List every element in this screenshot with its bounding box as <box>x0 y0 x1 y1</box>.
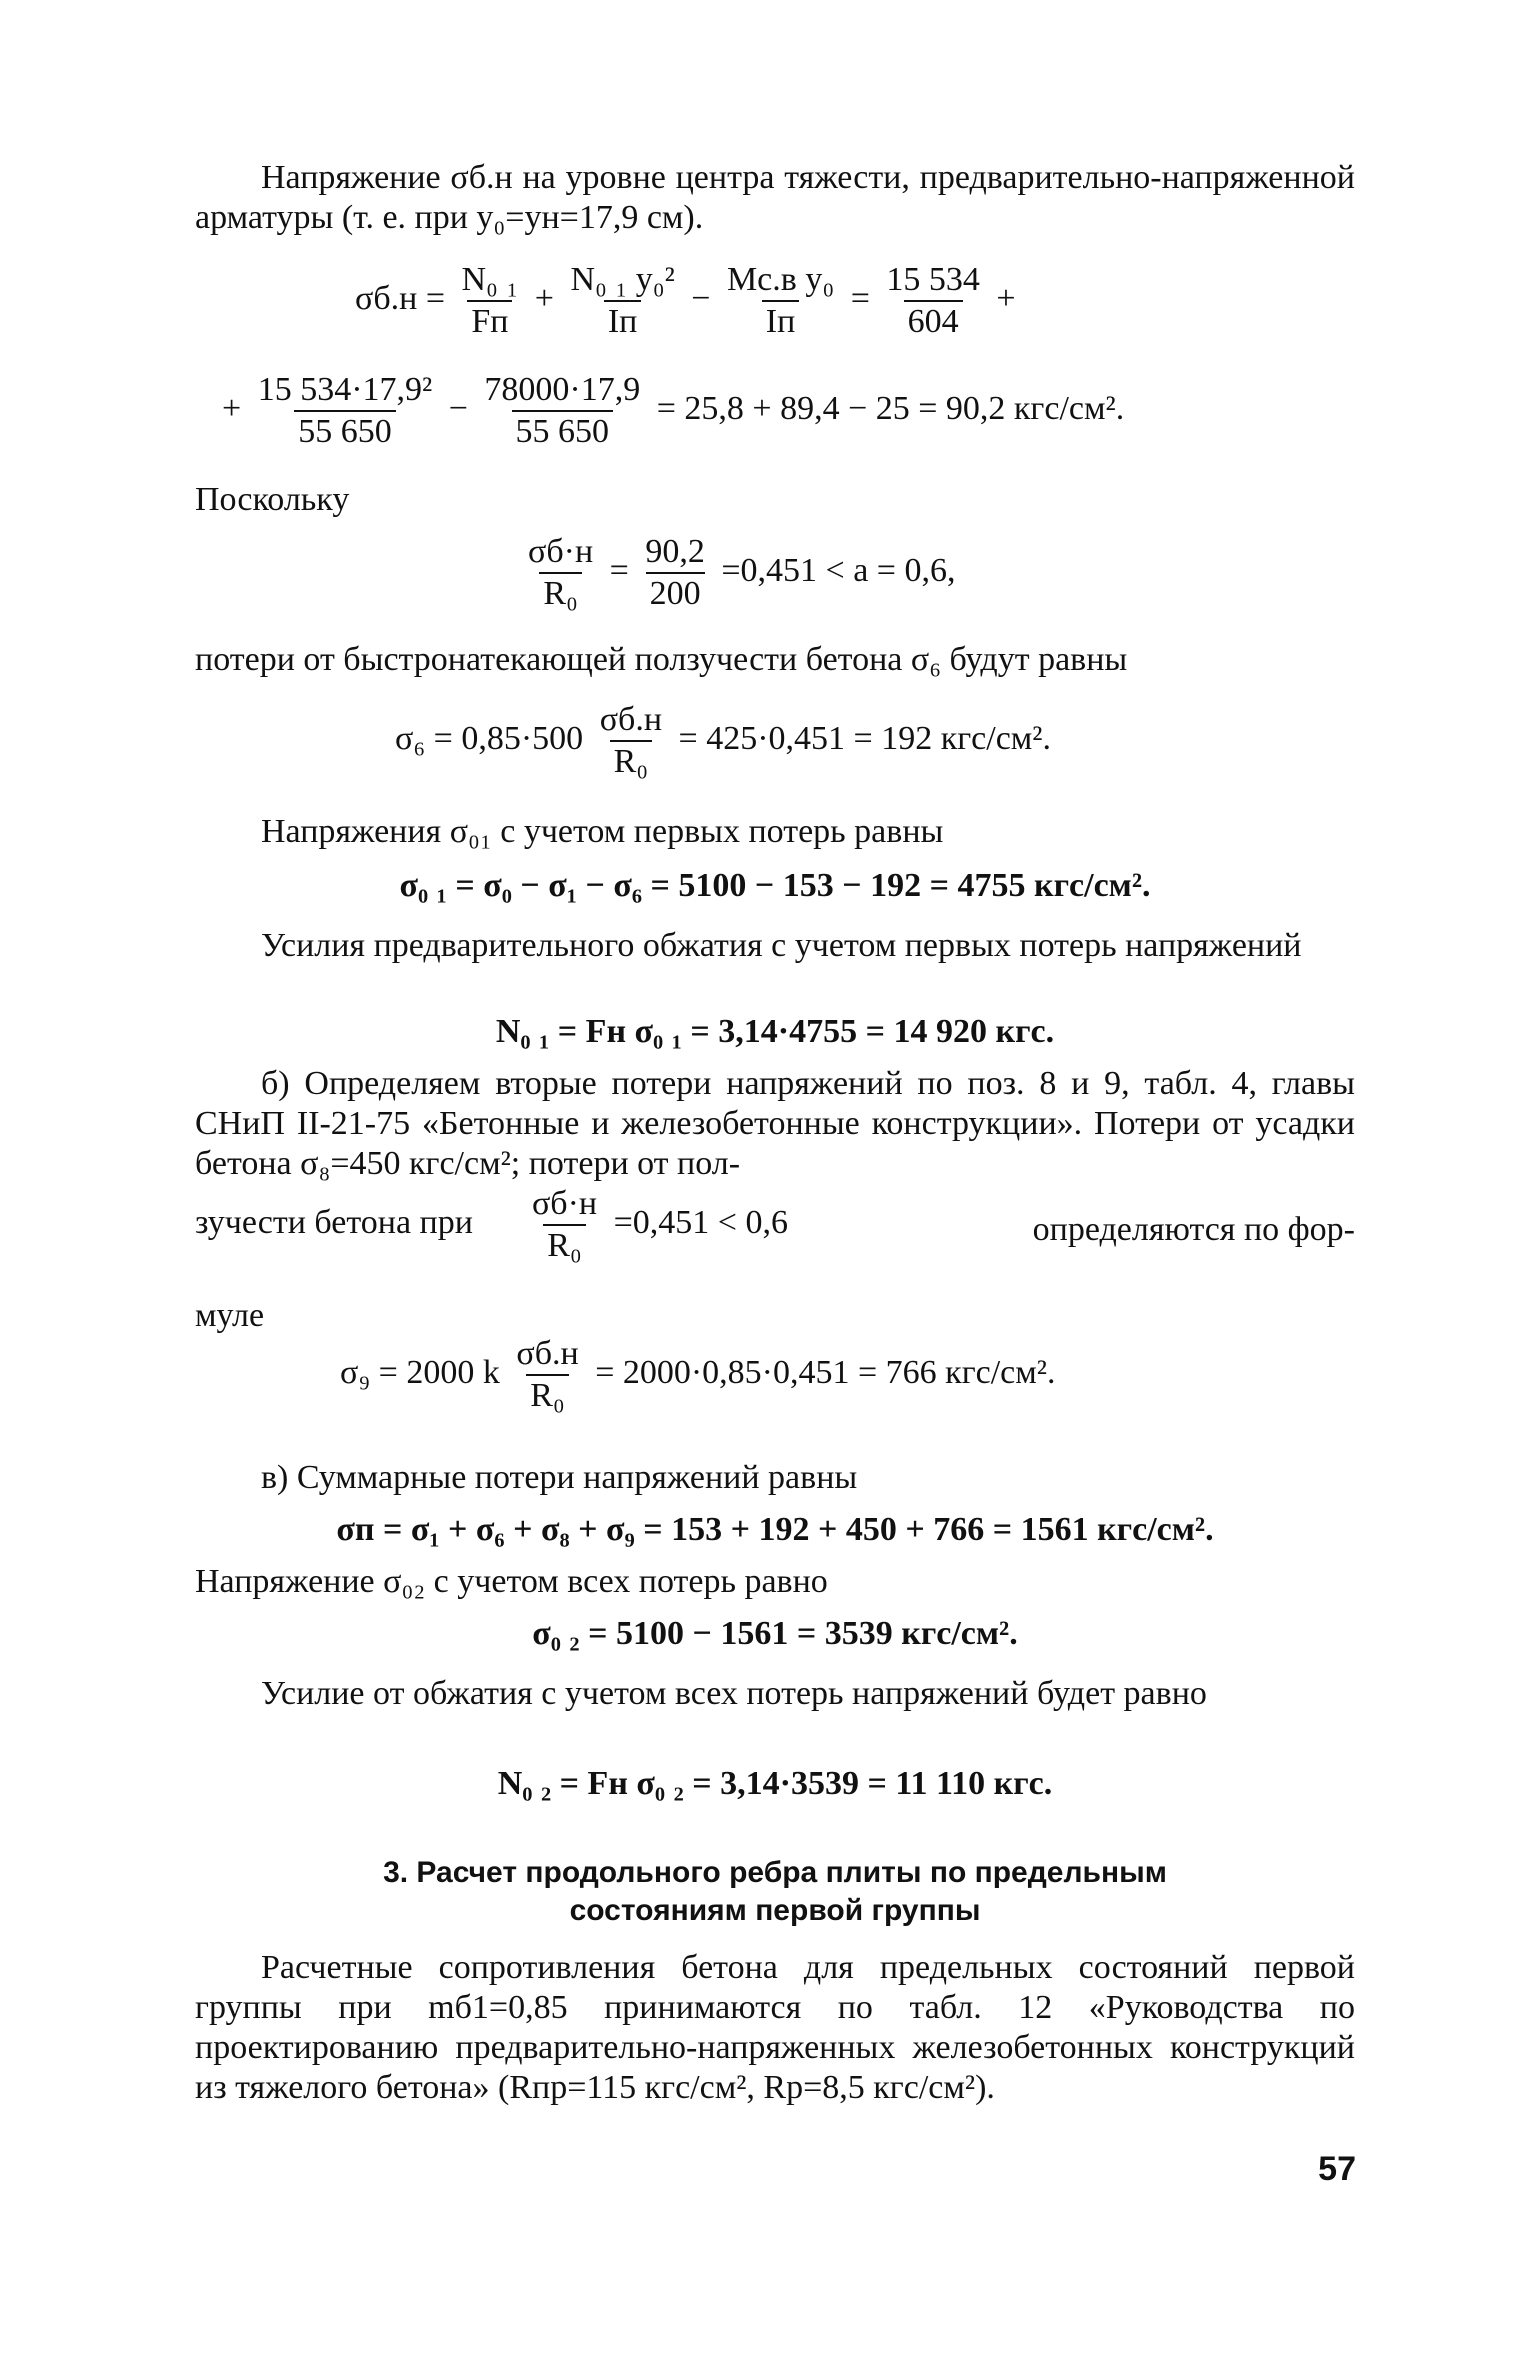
paragraph-prestress-force: Усилия предварительного обжатия с учетом первых потерь напряжений <box>261 927 1302 964</box>
formula-stress-sigma-bn <box>355 262 1016 340</box>
formula-text: N₀ ₂ = Fн σ₀ ₂ = 3,14·3539 = 11 110 кгс. <box>497 1765 1053 1802</box>
formula-n02 <box>195 1764 1355 1804</box>
line-creep-condition <box>195 1186 1355 1264</box>
section-heading <box>195 1854 1355 1930</box>
formula-text: σ₀ ₁ = σ₀ − σ₁ − σ₆ = 5100 − 153 − 192 = 4755 кгс/см². <box>399 867 1151 904</box>
operator: − <box>448 389 468 427</box>
heading-line-1: 3. Расчет продольного ребра плиты по предельным <box>383 1856 1167 1889</box>
formula-text: σп = σ₁ + σ₆ + σ₈ + σ₉ = 153 + 192 + 450 + 766 = 1561 кгс/см². <box>336 1511 1214 1548</box>
formula-ratio-check <box>520 534 955 612</box>
paragraph-formula-word: муле <box>195 1297 265 1334</box>
formula-lhs: σ₉ = 2000 k <box>340 1353 500 1391</box>
paragraph-creep-losses: потери от быстронатекающей ползучести бетона σ₆ будут равны <box>195 641 1128 678</box>
formula-sigma6 <box>395 702 1051 780</box>
fraction-term4: $\frac{15 534}{604}$ <box>886 261 980 340</box>
formula-lhs: σ₆ = 0,85·500 <box>395 719 584 757</box>
fraction-sigma-over-r0: σб.н R₀ <box>516 1335 579 1414</box>
heading-line-2: состояниям первой группы <box>569 1894 981 1927</box>
page-number: 57 <box>1318 2150 1356 2188</box>
fraction-term2: N₀ ₁ y₀² Iп <box>570 261 675 340</box>
paragraph-stress-at-center: Напряжение σб.н на уровне центра тяжести, предварительно-напряженной арматуры (т. е. при y₀=yн=17,9 см). <box>195 159 1355 236</box>
fraction-term2: $\frac{78000\cdot 17,9}{55 650}$ <box>484 371 641 450</box>
operator: + <box>996 279 1016 317</box>
operator: = <box>609 551 629 589</box>
paragraph-force-all-losses: Усилие от обжатия с учетом всех потерь напряжений будет равно <box>261 1675 1207 1712</box>
line-text-start: зучести бетона при <box>195 1203 473 1241</box>
fraction-sigma-over-r0: σб.н R₀ <box>599 701 663 780</box>
formula-result: = 2000·0,85·0,451 = 766 кгс/см². <box>595 1353 1056 1391</box>
formula-text: N₀ ₁ = Fн σ₀ ₁ = 3,14·4755 = 14 920 кгс. <box>495 1013 1055 1050</box>
formula-stress-continuation <box>222 372 1124 450</box>
operator: − <box>691 279 711 317</box>
formula-lhs: σб.н = <box>355 279 445 317</box>
formula-text: σ₀ ₂ = 5100 − 1561 = 3539 кгс/см². <box>532 1615 1018 1652</box>
paragraph-total-losses: в) Суммарные потери напряжений равны <box>261 1459 858 1496</box>
formula-sigma-total <box>195 1510 1355 1550</box>
operator: + <box>222 389 242 427</box>
fraction-sigma-over-r0: σб·н R₀ <box>531 1185 598 1264</box>
paragraph-design-resistance: Расчетные сопротивления бетона для предельных состояний первой группы при mб1=0,85 принимаются по табл. 12 «Руководства по проектированию предварительно-напряженных железобетонных конструкций из тяжелого бетона» (Rпр=115 кгс/см², Rр=8,5 кгс/см²). <box>195 1949 1355 2106</box>
fraction-values: $\frac{90,2}{200}$ <box>645 533 705 612</box>
formula-result: = 425·0,451 = 192 кгс/см². <box>678 719 1051 757</box>
paragraph-first-losses: Напряжения σ₀₁ с учетом первых потерь равны <box>261 813 944 850</box>
formula-sigma02 <box>195 1614 1355 1654</box>
formula-sigma9 <box>340 1336 1055 1414</box>
paragraph-since: Поскольку <box>195 481 350 518</box>
formula-result: =0,451 < 0,6 <box>613 1203 788 1241</box>
formula-sigma01 <box>195 866 1355 906</box>
fraction-term1: N₀ ₁ Fп <box>461 261 519 340</box>
operator: = <box>850 279 870 317</box>
fraction-term1: $\frac{\text{15 534·17,9²}}{55 650}$ <box>257 371 433 450</box>
formula-result: =0,451 < a = 0,6, <box>721 551 956 589</box>
formula-result: = 25,8 + 89,4 − 25 = 90,2 кгс/см². <box>656 389 1125 427</box>
paragraph-stress-all-losses: Напряжение σ₀₂ с учетом всех потерь равно <box>195 1563 828 1600</box>
paragraph-second-losses: б) Определяем вторые потери напряжений по поз. 8 и 9, табл. 4, главы СНиП II-21-75 «Бетонные и железобетонные конструкции». Потери от усадки бетона σ₈=450 кгс/см²; потери от пол- <box>195 1065 1355 1182</box>
formula-n01 <box>195 1012 1355 1052</box>
fraction-term3: Mс.в y₀ Iп <box>726 261 835 340</box>
fraction-sigma-over-r0: σб·н R₀ <box>528 533 594 612</box>
line-text-end: определяются по фор- <box>1032 1211 1355 1248</box>
operator: + <box>534 279 554 317</box>
